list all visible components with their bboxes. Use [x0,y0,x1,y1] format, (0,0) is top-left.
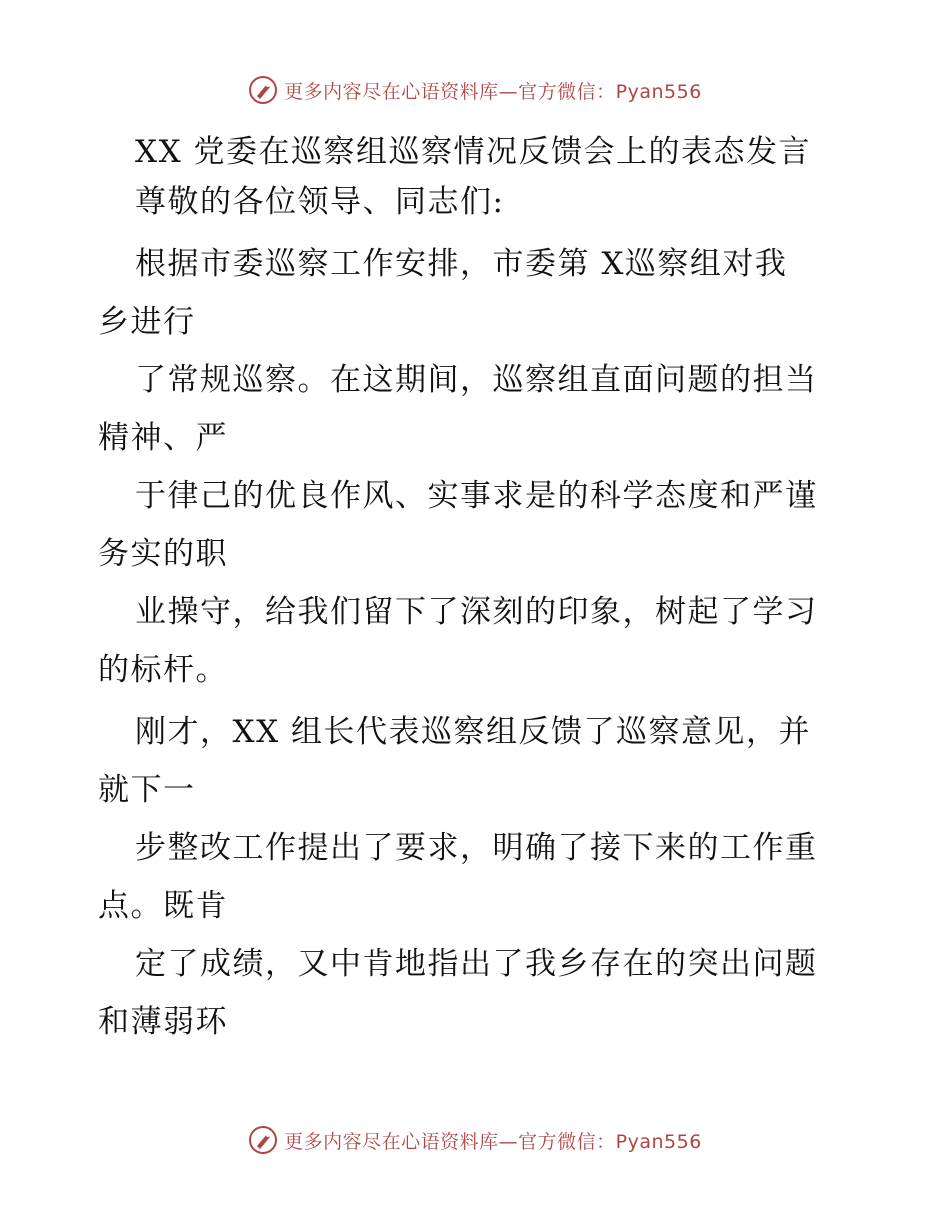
text-line: 的标杆。 [98,652,228,688]
document-title: XX 党委在巡察组巡察情况反馈会上的表态发言 [135,134,811,170]
text-line: 和薄弱环 [98,1004,228,1040]
text-line: 于律己的优良作风、实事求是的科学态度和严谨 [135,478,818,514]
text-line: 就下一 [98,772,196,808]
header-banner [0,70,950,110]
text-line: 了常规巡察。在这期间，巡察组直面问题的担当 [135,362,818,398]
text-line: 定了成绩，又中肯地指出了我乡存在的突出问题 [135,946,818,982]
text-line: 步整改工作提出了要求，明确了接下来的工作重 [135,830,818,866]
text-line: 业操守，给我们留下了深刻的印象，树起了学习 [135,594,818,630]
footer-banner-text: 更多内容尽在心语资料库—官方微信：Pyan556 [284,1130,702,1153]
pen-nib-logo-icon [248,1125,278,1155]
text-line: 精神、严 [98,420,228,456]
text-line: 点。既肯 [98,888,228,924]
text-line: 根据市委巡察工作安排，市委第 X巡察组对我 [135,246,788,282]
text-line: 乡进行 [98,304,196,340]
text-line: 尊敬的各位领导、同志们: [135,184,505,220]
header-banner-text: 更多内容尽在心语资料库—官方微信：Pyan556 [284,80,702,103]
text-line: 务实的职 [98,536,228,572]
text-line: 刚才，XX 组长代表巡察组反馈了巡察意见，并 [135,714,811,750]
pen-nib-logo-icon [248,75,278,105]
footer-banner [0,1120,950,1160]
